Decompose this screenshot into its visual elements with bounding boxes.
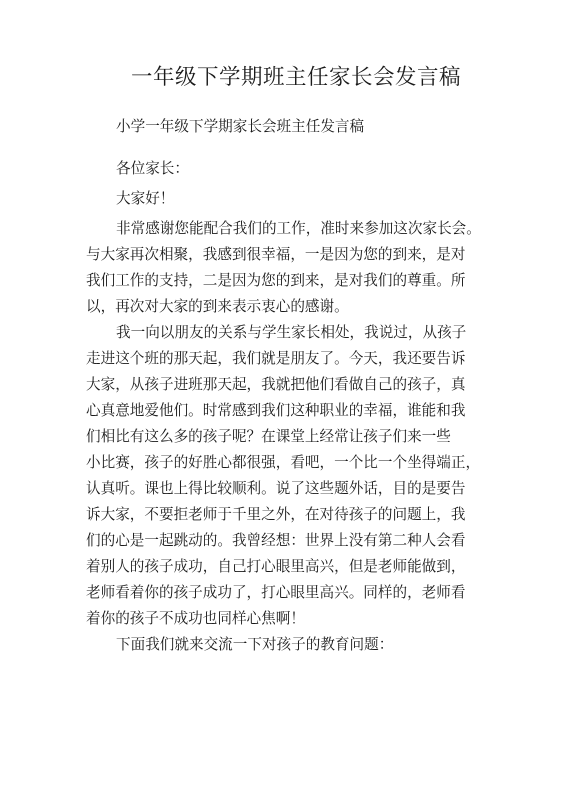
paragraph-line: 们相比有这么多的孩子呢？在课堂上经常让孩子们来一些 [86,428,451,445]
paragraph-friends [86,322,506,630]
paragraph-line: 走进这个班的那天起，我们就是朋友了。今天，我还要告诉 [86,350,466,367]
paragraph-thanks [86,218,506,318]
document-page [86,62,506,660]
paragraph-line: 们的心是一起跳动的。我曾经想：世界上没有第二种人会看 [86,532,466,549]
salutation: 各位家长： [116,160,189,177]
paragraph-line: 以，再次对大家的到来表示衷心的感谢。 [86,298,349,315]
paragraph-line: 大家，从孩子进班那天起，我就把他们看做自己的孩子，真 [86,376,466,393]
paragraph-line: 着你的孩子不成功也同样心焦啊！ [86,610,305,627]
paragraph-line: 老师看着你的孩子成功了，打心眼里高兴。同样的，老师看 [86,584,466,601]
paragraph-line: 小比赛，孩子的好胜心都很强，看吧，一个比一个坐得端正， [86,454,481,471]
paragraph-line: 下面我们就来交流一下对孩子的教育问题： [116,636,394,653]
paragraph-line: 我们工作的支持，二是因为您的到来，是对我们的尊重。所 [86,272,466,289]
paragraph-line: 认真听。课也上得比较顺利。说了这些题外话，目的是要告 [86,480,466,497]
greeting: 大家好！ [116,190,175,207]
paragraph-discussion [86,634,506,656]
document-subtitle: 小学一年级下学期家长会班主任发言稿 [116,118,365,135]
paragraph-line: 非常感谢您能配合我们的工作，准时来参加这次家长会。 [116,220,481,237]
paragraph-line: 与大家再次相聚，我感到很幸福，一是因为您的到来，是对 [86,246,466,263]
document-title: 一年级下学期班主任家长会发言稿 [130,65,461,90]
paragraph-line: 心真意地爱他们。时常感到我们这种职业的幸福，谁能和我 [86,402,466,419]
paragraph-line: 我一向以朋友的关系与学生家长相处，我说过，从孩子 [116,324,467,341]
paragraph-line: 着别人的孩子成功，自己打心眼里高兴，但是老师能做到， [86,558,466,575]
paragraph-line: 诉大家，不要拒老师于千里之外，在对待孩子的问题上，我 [86,506,466,523]
